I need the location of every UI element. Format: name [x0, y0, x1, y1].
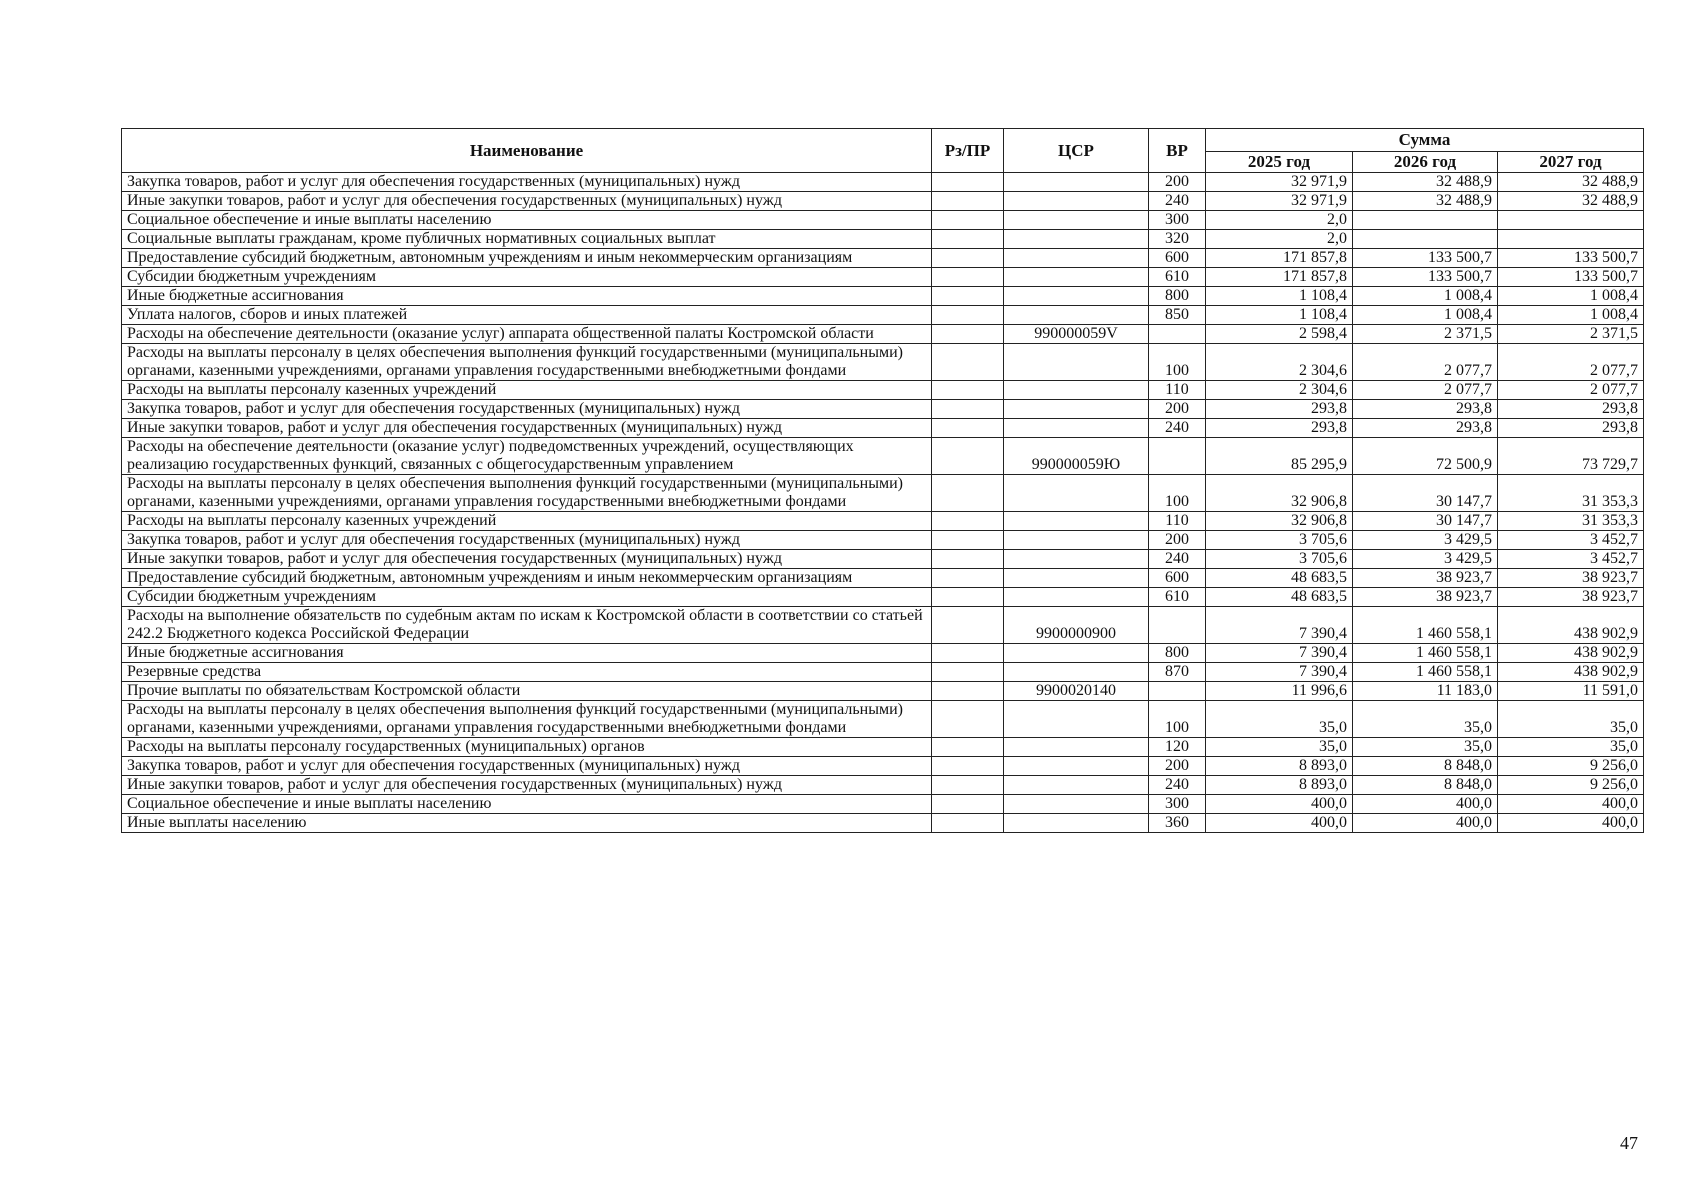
header-name: Наименование — [122, 129, 932, 173]
cell-2027: 2 077,7 — [1498, 344, 1644, 381]
table-body — [122, 173, 1644, 833]
cell-2027: 133 500,7 — [1498, 249, 1644, 268]
cell-vr: 100 — [1149, 701, 1206, 738]
table-row — [122, 588, 1644, 607]
table-row — [122, 419, 1644, 438]
cell-csr — [1004, 230, 1149, 249]
cell-name: Закупка товаров, работ и услуг для обеспечения государственных (муниципальных) нужд — [122, 173, 932, 192]
cell-rzpr — [932, 211, 1004, 230]
cell-2027: 438 902,9 — [1498, 644, 1644, 663]
cell-2025: 1 108,4 — [1206, 287, 1353, 306]
cell-vr: 800 — [1149, 644, 1206, 663]
cell-2025: 3 705,6 — [1206, 531, 1353, 550]
cell-rzpr — [932, 776, 1004, 795]
cell-rzpr — [932, 814, 1004, 833]
cell-2025: 2,0 — [1206, 211, 1353, 230]
cell-csr — [1004, 644, 1149, 663]
cell-2025: 171 857,8 — [1206, 249, 1353, 268]
header-year-2025: 2025 год — [1206, 152, 1353, 173]
cell-rzpr — [932, 738, 1004, 757]
cell-2025: 11 996,6 — [1206, 682, 1353, 701]
table-row — [122, 757, 1644, 776]
cell-csr — [1004, 173, 1149, 192]
cell-rzpr — [932, 569, 1004, 588]
cell-2027: 293,8 — [1498, 400, 1644, 419]
cell-2027: 400,0 — [1498, 814, 1644, 833]
cell-name: Расходы на выплаты персоналу казенных учреждений — [122, 381, 932, 400]
cell-2026: 11 183,0 — [1353, 682, 1498, 701]
cell-vr: 110 — [1149, 381, 1206, 400]
cell-2026: 38 923,7 — [1353, 569, 1498, 588]
cell-2025: 7 390,4 — [1206, 644, 1353, 663]
header-year-2026: 2026 год — [1353, 152, 1498, 173]
cell-csr — [1004, 814, 1149, 833]
cell-2026: 32 488,9 — [1353, 173, 1498, 192]
cell-2026: 35,0 — [1353, 701, 1498, 738]
cell-2025: 32 971,9 — [1206, 192, 1353, 211]
cell-name: Расходы на выплаты персоналу государственных (муниципальных) органов — [122, 738, 932, 757]
table-row — [122, 400, 1644, 419]
cell-2025: 171 857,8 — [1206, 268, 1353, 287]
table-row — [122, 550, 1644, 569]
cell-2025: 8 893,0 — [1206, 776, 1353, 795]
cell-csr — [1004, 569, 1149, 588]
table-row — [122, 249, 1644, 268]
cell-2027: 11 591,0 — [1498, 682, 1644, 701]
cell-2026: 30 147,7 — [1353, 475, 1498, 512]
cell-csr — [1004, 192, 1149, 211]
cell-2025: 2 304,6 — [1206, 344, 1353, 381]
cell-name: Закупка товаров, работ и услуг для обеспечения государственных (муниципальных) нужд — [122, 757, 932, 776]
cell-vr: 240 — [1149, 550, 1206, 569]
cell-2027: 1 008,4 — [1498, 287, 1644, 306]
cell-vr: 200 — [1149, 173, 1206, 192]
cell-name: Иные закупки товаров, работ и услуг для обеспечения государственных (муниципальных) нужд — [122, 419, 932, 438]
cell-csr — [1004, 381, 1149, 400]
cell-name: Расходы на выплаты персоналу в целях обеспечения выполнения функций государственными (муниципальными) органами, казенными учреждениями, органами управления государственными внебюджетными фондами — [122, 344, 932, 381]
cell-2025: 2 304,6 — [1206, 381, 1353, 400]
cell-2027: 73 729,7 — [1498, 438, 1644, 475]
cell-2027: 438 902,9 — [1498, 663, 1644, 682]
table-row — [122, 192, 1644, 211]
cell-csr — [1004, 663, 1149, 682]
cell-name: Расходы на обеспечение деятельности (оказание услуг) аппарата общественной палаты Костромской области — [122, 325, 932, 344]
cell-2026: 400,0 — [1353, 814, 1498, 833]
cell-vr: 850 — [1149, 306, 1206, 325]
cell-2027: 1 008,4 — [1498, 306, 1644, 325]
cell-2025: 293,8 — [1206, 419, 1353, 438]
cell-rzpr — [932, 230, 1004, 249]
cell-rzpr — [932, 682, 1004, 701]
cell-rzpr — [932, 325, 1004, 344]
header-vr: ВР — [1149, 129, 1206, 173]
cell-rzpr — [932, 249, 1004, 268]
cell-2027: 3 452,7 — [1498, 550, 1644, 569]
cell-rzpr — [932, 173, 1004, 192]
cell-csr — [1004, 776, 1149, 795]
cell-name: Уплата налогов, сборов и иных платежей — [122, 306, 932, 325]
cell-name: Субсидии бюджетным учреждениям — [122, 268, 932, 287]
cell-vr — [1149, 607, 1206, 644]
cell-2025: 3 705,6 — [1206, 550, 1353, 569]
cell-2027: 38 923,7 — [1498, 569, 1644, 588]
header-sum: Сумма — [1206, 129, 1644, 152]
cell-csr — [1004, 550, 1149, 569]
table-row — [122, 814, 1644, 833]
cell-2026: 3 429,5 — [1353, 531, 1498, 550]
cell-2026: 2 077,7 — [1353, 381, 1498, 400]
cell-rzpr — [932, 663, 1004, 682]
cell-2027: 438 902,9 — [1498, 607, 1644, 644]
cell-2026: 38 923,7 — [1353, 588, 1498, 607]
table-row — [122, 287, 1644, 306]
budget-table — [121, 128, 1644, 833]
cell-csr — [1004, 588, 1149, 607]
cell-2026: 32 488,9 — [1353, 192, 1498, 211]
cell-2025: 8 893,0 — [1206, 757, 1353, 776]
cell-rzpr — [932, 381, 1004, 400]
cell-2025: 32 971,9 — [1206, 173, 1353, 192]
cell-2025: 293,8 — [1206, 400, 1353, 419]
cell-name: Социальное обеспечение и иные выплаты населению — [122, 211, 932, 230]
cell-vr: 600 — [1149, 249, 1206, 268]
cell-csr: 990000059V — [1004, 325, 1149, 344]
cell-2025: 400,0 — [1206, 814, 1353, 833]
cell-2026: 1 008,4 — [1353, 287, 1498, 306]
cell-name: Иные закупки товаров, работ и услуг для обеспечения государственных (муниципальных) нужд — [122, 776, 932, 795]
cell-name: Расходы на выполнение обязательств по судебным актам по искам к Костромской области в соответствии со статьей 242.2 Бюджетного кодекса Российской Федерации — [122, 607, 932, 644]
cell-csr — [1004, 531, 1149, 550]
cell-csr — [1004, 287, 1149, 306]
cell-csr — [1004, 512, 1149, 531]
cell-vr: 320 — [1149, 230, 1206, 249]
cell-vr: 240 — [1149, 776, 1206, 795]
cell-name: Расходы на выплаты персоналу в целях обеспечения выполнения функций государственными (муниципальными) органами, казенными учреждениями, органами управления государственными внебюджетными фондами — [122, 475, 932, 512]
cell-csr — [1004, 211, 1149, 230]
cell-2026: 30 147,7 — [1353, 512, 1498, 531]
cell-vr: 610 — [1149, 588, 1206, 607]
cell-2027: 38 923,7 — [1498, 588, 1644, 607]
cell-vr: 300 — [1149, 211, 1206, 230]
cell-vr — [1149, 438, 1206, 475]
cell-csr — [1004, 795, 1149, 814]
cell-csr — [1004, 738, 1149, 757]
table-row — [122, 230, 1644, 249]
table-row — [122, 644, 1644, 663]
cell-2026: 1 008,4 — [1353, 306, 1498, 325]
cell-vr — [1149, 325, 1206, 344]
cell-2027: 3 452,7 — [1498, 531, 1644, 550]
cell-rzpr — [932, 475, 1004, 512]
cell-csr — [1004, 268, 1149, 287]
cell-2025: 32 906,8 — [1206, 512, 1353, 531]
cell-csr — [1004, 249, 1149, 268]
cell-vr: 200 — [1149, 757, 1206, 776]
cell-2027: 31 353,3 — [1498, 512, 1644, 531]
cell-vr: 870 — [1149, 663, 1206, 682]
cell-name: Расходы на выплаты персоналу казенных учреждений — [122, 512, 932, 531]
cell-2027: 35,0 — [1498, 738, 1644, 757]
cell-name: Расходы на выплаты персоналу в целях обеспечения выполнения функций государственными (муниципальными) органами, казенными учреждениями, органами управления государственными внебюджетными фондами — [122, 701, 932, 738]
table-row — [122, 381, 1644, 400]
table-row — [122, 663, 1644, 682]
cell-name: Предоставление субсидий бюджетным, автономным учреждениям и иным некоммерческим организациям — [122, 249, 932, 268]
cell-rzpr — [932, 512, 1004, 531]
cell-name: Расходы на обеспечение деятельности (оказание услуг) подведомственных учреждений, осуществляющих реализацию государственных функций, связанных с общегосударственным управлением — [122, 438, 932, 475]
cell-2025: 48 683,5 — [1206, 588, 1353, 607]
cell-2025: 35,0 — [1206, 701, 1353, 738]
cell-2027: 32 488,9 — [1498, 192, 1644, 211]
cell-vr — [1149, 682, 1206, 701]
cell-name: Субсидии бюджетным учреждениям — [122, 588, 932, 607]
cell-name: Резервные средства — [122, 663, 932, 682]
table-row — [122, 173, 1644, 192]
cell-rzpr — [932, 757, 1004, 776]
cell-name: Иные бюджетные ассигнования — [122, 644, 932, 663]
cell-vr: 610 — [1149, 268, 1206, 287]
cell-name: Прочие выплаты по обязательствам Костромской области — [122, 682, 932, 701]
cell-csr — [1004, 306, 1149, 325]
cell-2025: 85 295,9 — [1206, 438, 1353, 475]
cell-name: Иные закупки товаров, работ и услуг для обеспечения государственных (муниципальных) нужд — [122, 550, 932, 569]
table-row — [122, 795, 1644, 814]
cell-name: Закупка товаров, работ и услуг для обеспечения государственных (муниципальных) нужд — [122, 531, 932, 550]
cell-2026: 1 460 558,1 — [1353, 663, 1498, 682]
table-row — [122, 211, 1644, 230]
cell-csr — [1004, 757, 1149, 776]
cell-rzpr — [932, 607, 1004, 644]
cell-2026: 1 460 558,1 — [1353, 607, 1498, 644]
cell-2027: 31 353,3 — [1498, 475, 1644, 512]
cell-rzpr — [932, 795, 1004, 814]
cell-2026: 133 500,7 — [1353, 268, 1498, 287]
cell-csr: 9900000900 — [1004, 607, 1149, 644]
cell-rzpr — [932, 344, 1004, 381]
cell-2026: 1 460 558,1 — [1353, 644, 1498, 663]
cell-2027: 2 371,5 — [1498, 325, 1644, 344]
cell-rzpr — [932, 644, 1004, 663]
cell-2027: 35,0 — [1498, 701, 1644, 738]
cell-csr: 990000059Ю — [1004, 438, 1149, 475]
cell-rzpr — [932, 531, 1004, 550]
cell-name: Иные выплаты населению — [122, 814, 932, 833]
cell-csr: 9900020140 — [1004, 682, 1149, 701]
table-row — [122, 438, 1644, 475]
table-row — [122, 268, 1644, 287]
page-number: 47 — [1620, 1133, 1638, 1153]
header-year-2027: 2027 год — [1498, 152, 1644, 173]
cell-2025: 35,0 — [1206, 738, 1353, 757]
cell-csr — [1004, 419, 1149, 438]
table-row — [122, 475, 1644, 512]
cell-2027: 32 488,9 — [1498, 173, 1644, 192]
cell-2027: 2 077,7 — [1498, 381, 1644, 400]
cell-name: Закупка товаров, работ и услуг для обеспечения государственных (муниципальных) нужд — [122, 400, 932, 419]
cell-2026: 2 077,7 — [1353, 344, 1498, 381]
cell-rzpr — [932, 588, 1004, 607]
table-row — [122, 738, 1644, 757]
cell-2026: 35,0 — [1353, 738, 1498, 757]
table-row — [122, 531, 1644, 550]
cell-2026: 293,8 — [1353, 400, 1498, 419]
cell-2026: 8 848,0 — [1353, 757, 1498, 776]
cell-2026: 8 848,0 — [1353, 776, 1498, 795]
cell-2026 — [1353, 211, 1498, 230]
cell-rzpr — [932, 550, 1004, 569]
table-row — [122, 701, 1644, 738]
cell-vr: 120 — [1149, 738, 1206, 757]
cell-2026: 3 429,5 — [1353, 550, 1498, 569]
cell-csr — [1004, 400, 1149, 419]
cell-name: Иные бюджетные ассигнования — [122, 287, 932, 306]
cell-rzpr — [932, 268, 1004, 287]
cell-2027: 9 256,0 — [1498, 776, 1644, 795]
cell-vr: 100 — [1149, 344, 1206, 381]
cell-csr — [1004, 344, 1149, 381]
cell-2025: 2 598,4 — [1206, 325, 1353, 344]
cell-2026: 293,8 — [1353, 419, 1498, 438]
cell-name: Иные закупки товаров, работ и услуг для обеспечения государственных (муниципальных) нужд — [122, 192, 932, 211]
cell-vr: 200 — [1149, 531, 1206, 550]
cell-rzpr — [932, 438, 1004, 475]
cell-csr — [1004, 701, 1149, 738]
table-row — [122, 325, 1644, 344]
cell-2025: 400,0 — [1206, 795, 1353, 814]
cell-csr — [1004, 475, 1149, 512]
cell-vr: 300 — [1149, 795, 1206, 814]
cell-2025: 2,0 — [1206, 230, 1353, 249]
cell-vr: 600 — [1149, 569, 1206, 588]
cell-rzpr — [932, 701, 1004, 738]
cell-vr: 100 — [1149, 475, 1206, 512]
cell-2026: 400,0 — [1353, 795, 1498, 814]
cell-2027 — [1498, 230, 1644, 249]
cell-2025: 1 108,4 — [1206, 306, 1353, 325]
cell-vr: 800 — [1149, 287, 1206, 306]
cell-rzpr — [932, 400, 1004, 419]
cell-2026: 72 500,9 — [1353, 438, 1498, 475]
table-row — [122, 776, 1644, 795]
cell-2025: 48 683,5 — [1206, 569, 1353, 588]
table-row — [122, 344, 1644, 381]
cell-2025: 32 906,8 — [1206, 475, 1353, 512]
cell-vr: 360 — [1149, 814, 1206, 833]
cell-vr: 110 — [1149, 512, 1206, 531]
cell-name: Социальное обеспечение и иные выплаты населению — [122, 795, 932, 814]
table-row — [122, 512, 1644, 531]
cell-rzpr — [932, 192, 1004, 211]
cell-rzpr — [932, 306, 1004, 325]
cell-2027: 400,0 — [1498, 795, 1644, 814]
table-row — [122, 607, 1644, 644]
header-csr: ЦСР — [1004, 129, 1149, 173]
cell-2027: 9 256,0 — [1498, 757, 1644, 776]
cell-2025: 7 390,4 — [1206, 663, 1353, 682]
cell-2026: 133 500,7 — [1353, 249, 1498, 268]
header-rzpr: Рз/ПР — [932, 129, 1004, 173]
cell-name: Социальные выплаты гражданам, кроме публичных нормативных социальных выплат — [122, 230, 932, 249]
cell-vr: 200 — [1149, 400, 1206, 419]
cell-2027 — [1498, 211, 1644, 230]
budget-table-container — [121, 128, 1643, 833]
cell-2027: 133 500,7 — [1498, 268, 1644, 287]
table-row — [122, 306, 1644, 325]
cell-2025: 7 390,4 — [1206, 607, 1353, 644]
cell-vr: 240 — [1149, 192, 1206, 211]
cell-rzpr — [932, 419, 1004, 438]
cell-vr: 240 — [1149, 419, 1206, 438]
cell-name: Предоставление субсидий бюджетным, автономным учреждениям и иным некоммерческим организациям — [122, 569, 932, 588]
cell-2026 — [1353, 230, 1498, 249]
table-row — [122, 569, 1644, 588]
table-row — [122, 682, 1644, 701]
cell-2026: 2 371,5 — [1353, 325, 1498, 344]
cell-rzpr — [932, 287, 1004, 306]
cell-2027: 293,8 — [1498, 419, 1644, 438]
